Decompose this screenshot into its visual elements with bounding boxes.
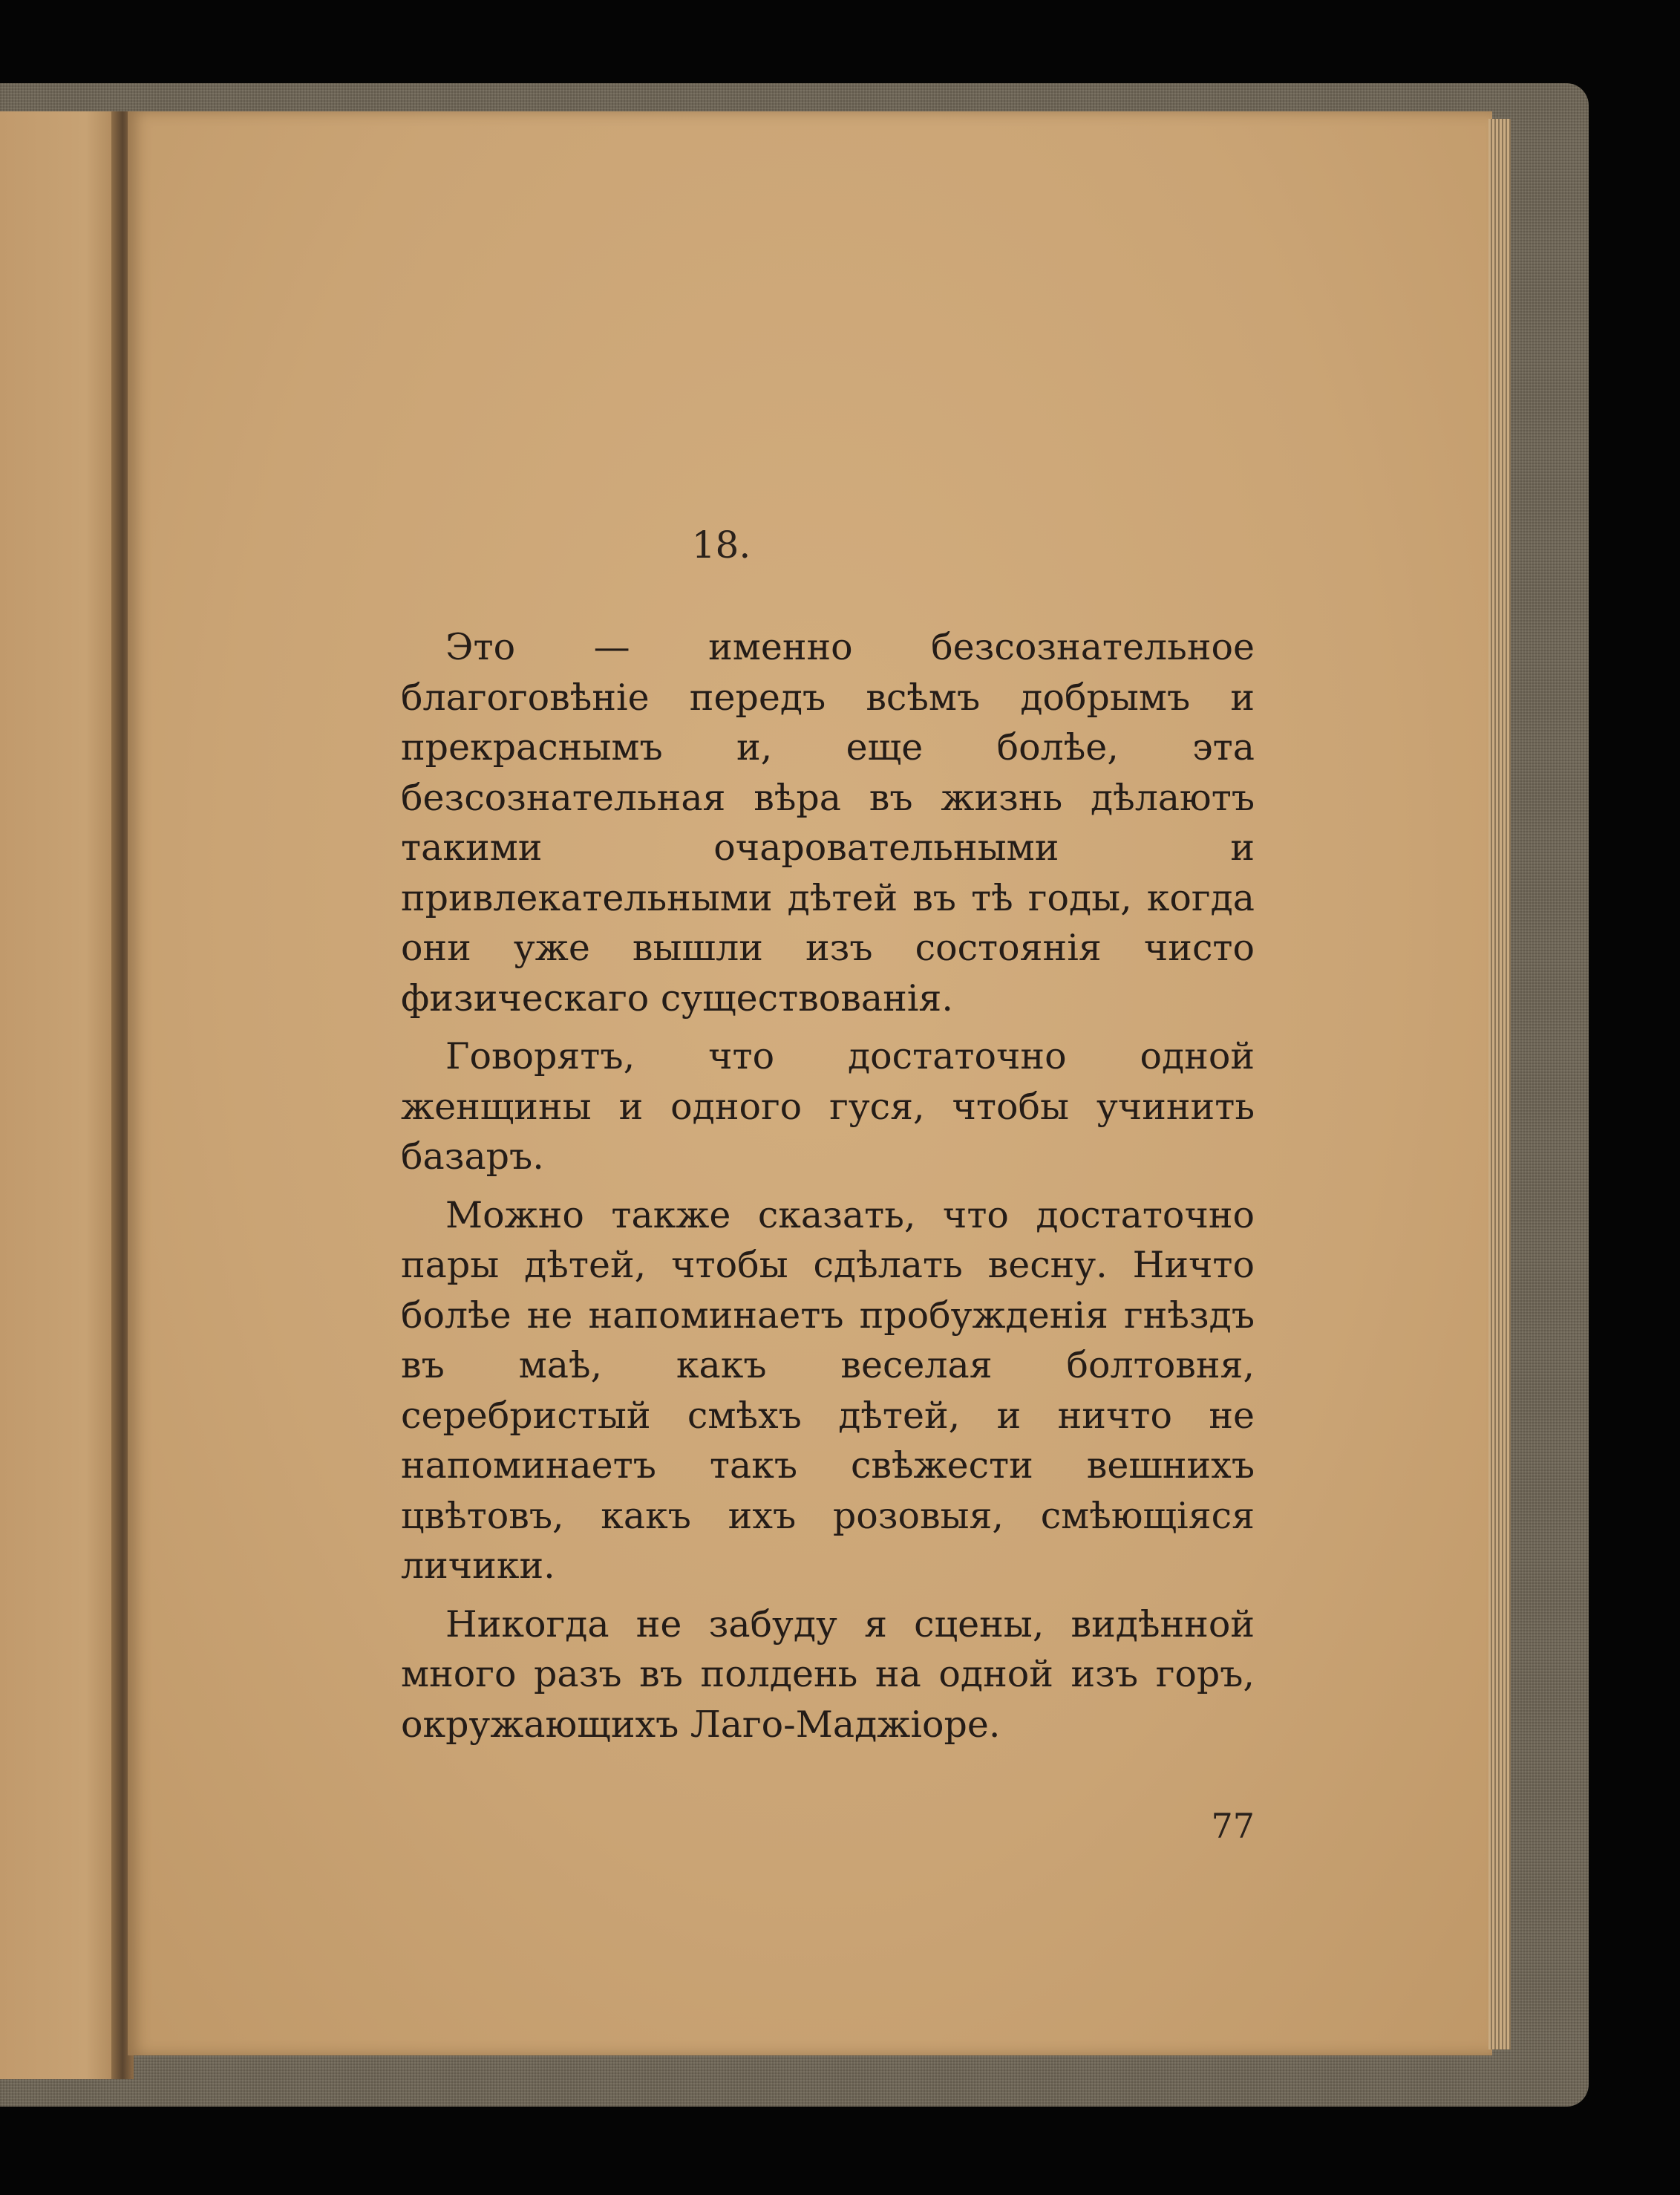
left-page <box>0 111 122 2079</box>
section-number: 18. <box>691 524 751 567</box>
paragraph-4: Никогда не забуду я сцены, видѣнной много разъ въ полдень на одной изъ горъ, окружающихъ Лаго-Маджіоре. <box>401 1602 1255 1746</box>
page-number: 77 <box>1211 1806 1255 1846</box>
body-text <box>401 622 1255 1758</box>
paragraph-2: Говорятъ, что достаточно одной женщины и одного гуся, чтобы учинить базаръ. <box>401 1035 1255 1178</box>
paragraph-1: Это — именно безсознательное благоговѣніе передъ всѣмъ добрымъ и прекраснымъ и, еще болѣе, эта безсознательная вѣра въ жизнь дѣлаютъ такими очаровательными и привлекательными дѣтей въ тѣ годы, когда они уже вышли изъ состоянія чисто физическаго существованія. <box>401 626 1255 1020</box>
paragraph-3: Можно также сказать, что достаточно пары дѣтей, чтобы сдѣлать весну. Ничто болѣе не напоминаетъ пробужденія гнѣздъ въ маѣ, какъ веселая болтовня, серебристый смѣхъ дѣтей, и ничто не напоминаетъ такъ свѣжести вешнихъ цвѣтовъ, какъ ихъ розовыя, смѣющіяся личики. <box>401 1193 1255 1587</box>
page-edges <box>1488 119 1511 2049</box>
